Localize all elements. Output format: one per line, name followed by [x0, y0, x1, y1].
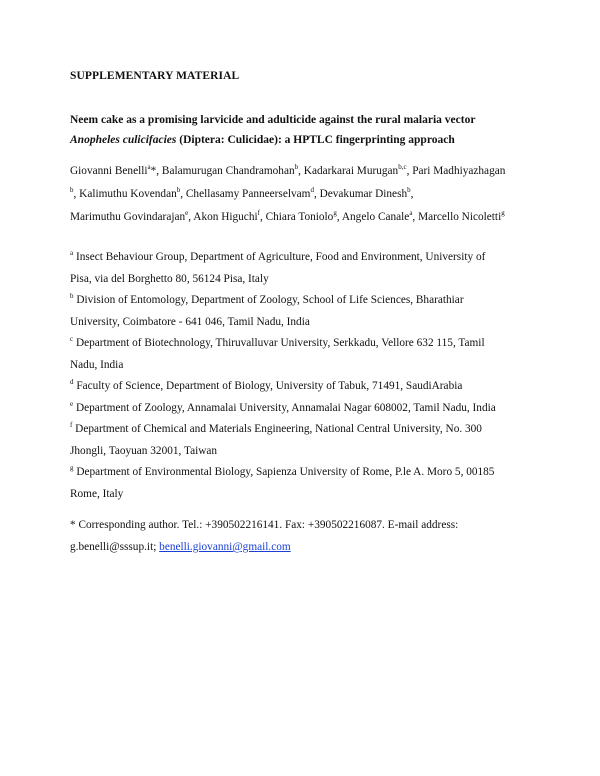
affiliation-g — [70, 462, 540, 505]
author-name: Balamurugan Chandramohan — [161, 165, 295, 177]
affiliation-sup: c — [70, 335, 74, 344]
email-address-1: g.benelli@sssup.it; — [70, 541, 160, 553]
author-name: Chellasamy Panneerselvam — [185, 188, 311, 200]
affiliation-line — [70, 333, 540, 355]
author-name: Marcello Nicoletti — [418, 211, 502, 223]
author-name: Giovanni Benelli — [70, 165, 148, 177]
affiliation-text: Department of Environmental Biology, Sapienza University of Rome, P.le A. Moro 5, 00185 — [76, 466, 495, 478]
affiliation-sup: g — [70, 464, 74, 473]
author-name: Chiara Toniolo — [265, 211, 334, 223]
affiliation-sup: f — [70, 421, 73, 430]
author-affil-sup: b — [294, 163, 299, 172]
affiliation-list — [70, 247, 540, 505]
author-affil-sup: e — [185, 209, 189, 218]
affiliation-line: Nadu, India — [70, 358, 124, 371]
title-line-2-rest: (Diptera: Culicidae): a HPTLC fingerprinting approach — [176, 134, 455, 146]
affiliation-e — [70, 398, 540, 420]
affiliation-line — [70, 290, 540, 312]
email-link[interactable]: benelli.giovanni@gmail.com — [159, 541, 291, 553]
title-line-2 — [70, 130, 540, 150]
affiliation-line: Rome, Italy — [70, 487, 124, 500]
corresponding-line-2 — [70, 536, 540, 558]
affiliation-text: Faculty of Science, Department of Biology, University of Tabuk, 71491, SaudiArabia — [76, 380, 463, 392]
affiliation-text: Department of Zoology, Annamalai University, Annamalai Nagar 608002, Tamil Nadu, India — [75, 401, 496, 414]
corresponding-mark: * — [150, 165, 157, 177]
author-name: Akon Higuchi — [193, 211, 258, 223]
author-line-1: Giovanni Benelli$^a$*, Balamurugan Chandramohan$^b$, Kadarkarai Murugan$^{b,c}$, Pari Madhiyazhagan — [70, 163, 506, 177]
author-affil-sup: b — [407, 186, 411, 195]
affiliation-line — [70, 376, 540, 398]
affiliation-line: Pisa, via del Borghetto 80, 56124 Pisa, Italy — [70, 272, 269, 285]
affiliation-sup: e — [70, 399, 74, 408]
affiliation-text: Department of Biotechnology, Thiruvalluvar University, Serkkadu, Vellore 632 115, Tamil — [75, 337, 485, 349]
affiliation-b — [70, 290, 540, 333]
affiliation-sup: b — [70, 292, 74, 301]
author-affil-sup: b,c — [398, 163, 407, 172]
affiliation-line: University, Coimbatore - 641 046, Tamil Nadu, India — [70, 315, 310, 328]
author-name: Angelo Canale — [341, 211, 410, 223]
affiliation-text: Insect Behaviour Group, Department of Agriculture, Food and Environment, University of — [75, 251, 486, 263]
author-name: Kadarkarai Murugan — [303, 165, 399, 177]
corresponding-author-note — [70, 514, 540, 558]
author-affil-sup: a — [409, 209, 413, 218]
author-affil-sup: b — [70, 186, 74, 195]
author-affil-sup: a — [147, 163, 151, 172]
author-affil-sup: g — [333, 209, 337, 218]
affiliation-sup: d — [70, 378, 74, 387]
author-affil-sup: d — [310, 186, 314, 195]
affiliation-line — [70, 247, 540, 269]
author-name: Kalimuthu Kovendan — [79, 188, 177, 200]
author-affil-sup: f — [257, 209, 260, 218]
author-affil-sup: b — [176, 186, 181, 195]
author-list — [70, 160, 540, 229]
paper-title — [70, 110, 540, 150]
affiliation-a — [70, 247, 540, 290]
title-species-name: Anopheles culicifacies — [70, 134, 177, 146]
affiliation-line — [70, 462, 540, 484]
section-heading: SUPPLEMENTARY MATERIAL — [70, 70, 240, 82]
affiliation-c — [70, 333, 540, 376]
author-line-3: Marimuthu Govindarajan$^e$, Akon Higuchi$^f$, Chiara Toniolo$^g$, Angelo Canale$^a$, Marcello Nicoletti$^g$ — [70, 209, 505, 223]
affiliation-sup: a — [70, 249, 74, 258]
author-affil-sup: g — [501, 209, 505, 218]
affiliation-d — [70, 376, 540, 398]
author-line-2: $^b$, Kalimuthu Kovendan$^b$, Chellasamy Panneerselvam$^d$, Devakumar Dinesh$^b$, — [70, 186, 414, 200]
affiliation-line — [70, 419, 540, 441]
affiliation-line — [70, 398, 540, 420]
title-line-1: Neem cake as a promising larvicide and adulticide against the rural malaria vector — [70, 114, 476, 126]
affiliation-f — [70, 419, 540, 462]
affiliation-line: Jhongli, Taoyuan 32001, Taiwan — [70, 444, 218, 457]
author-name: Devakumar Dinesh — [319, 188, 408, 200]
author-name: Marimuthu Govindarajan — [70, 211, 186, 223]
affiliation-text: Department of Chemical and Materials Engineering, National Central University, No. 300 — [75, 423, 482, 435]
corresponding-line-1: * Corresponding author. Tel.: +390502216141. Fax: +390502216087. E-mail address: — [70, 519, 459, 531]
affiliation-text: Division of Entomology, Department of Zoology, School of Life Sciences, Bharathiar — [76, 294, 464, 306]
author-name: Pari Madhiyazhagan — [412, 165, 506, 177]
